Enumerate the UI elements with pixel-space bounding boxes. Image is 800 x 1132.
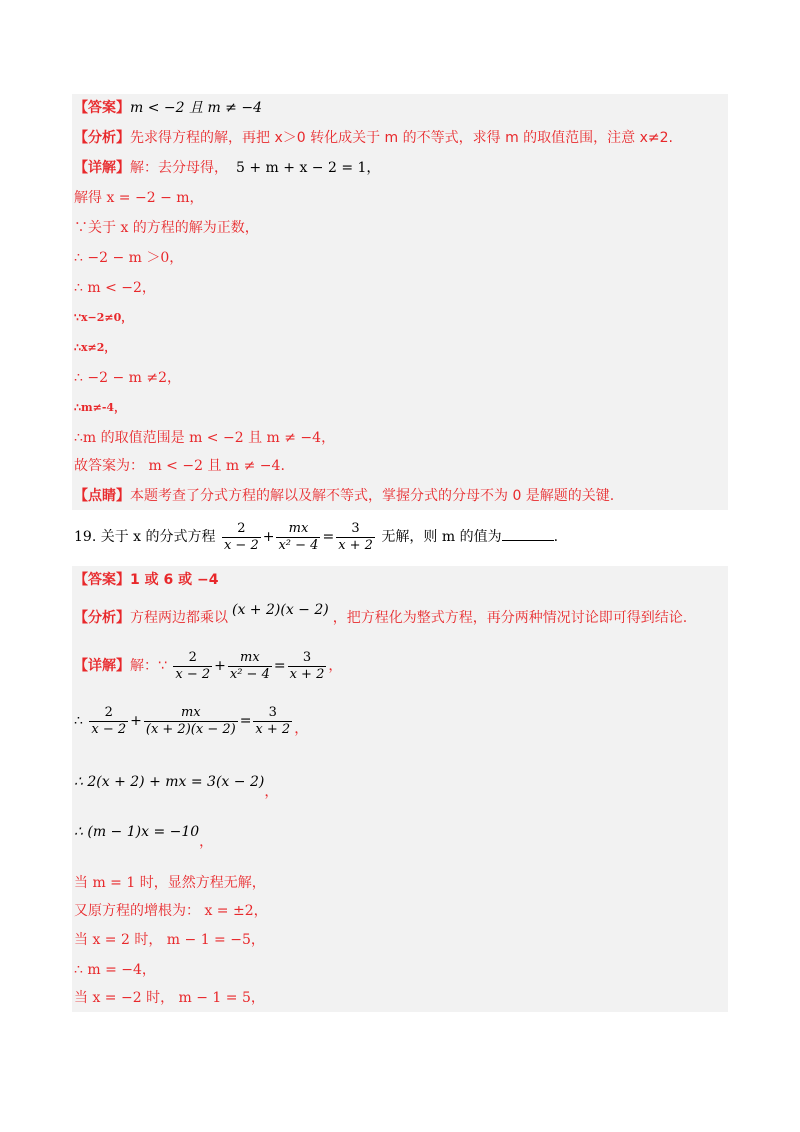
range-line: ∴m 的取值范围是 m < −2 且 m ≠ −4，	[74, 430, 336, 446]
detail-equation: 5 + m + x − 2 = 1，	[236, 160, 381, 176]
case1-line: 当 m = 1 时，显然方程无解，	[74, 875, 266, 891]
analysis-text: 先求得方程的解，再把 x＞0 转化成关于 m 的不等式，求得 m 的取值范围，注意 x≠2.	[130, 130, 673, 146]
q18-analysis-line	[74, 128, 673, 148]
fraction-3-over-x+2: $\frac{3}{x + 2}$	[338, 520, 373, 553]
detail-tag: 【详解】	[74, 658, 130, 674]
roots-line: 又原方程的增根为： x = ±2，	[74, 903, 268, 919]
therefore-m-line: ∴ m < −2，	[74, 280, 156, 296]
answer-blank	[502, 526, 554, 541]
detail-intro: 解：∵	[130, 658, 167, 674]
q19-question: 19. 关于 x 的分式方程 $\frac{2}{x - 2}$ + $\frac{mx}{\text{x² − 4}}$ = $\frac{3}{x + 2}$ 无解，则 m 的值为 .	[74, 520, 559, 553]
answer-text: 1 或 6 或 −4	[130, 572, 219, 588]
q19-analysis-line	[74, 602, 688, 628]
question-number: 19.	[74, 529, 97, 545]
therefore-x-line: ∴x≠2，	[74, 341, 116, 354]
since-ne-line: ∵x−2≠0，	[74, 311, 133, 324]
final-answer-line: 故答案为： m < −2 且 m ≠ −4.	[74, 458, 285, 474]
since-positive-line: ∵关于 x 的方程的解为正数，	[74, 220, 259, 236]
fraction-2-over-x-2: $\frac{2}{x - 2}$	[223, 520, 259, 553]
fraction-mx-over-x2-4: $\frac{mx}{\text{x² − 4}}$	[278, 520, 319, 553]
case-xneg2-line: 当 x = −2 时， m − 1 = 5，	[74, 990, 265, 1006]
q19-answer-line	[74, 570, 218, 590]
step4-line: ∴ (m − 1)x = −10，	[74, 824, 214, 850]
analysis-expression: (x + 2)(x − 2)	[232, 602, 329, 618]
analysis-tag: 【分析】	[74, 610, 130, 626]
comment-text: 本题考查了分式方程的解以及解不等式，掌握分式的分母不为 0 是解题的关键.	[130, 488, 615, 504]
answer-expression: m < −2 且 m ≠ −4	[130, 100, 262, 116]
detail-intro: 解：去分母得，	[130, 160, 228, 176]
analysis-text-after: ，把方程化为整式方程，再分两种情况讨论即可得到结论.	[332, 610, 688, 626]
step3-line: ∴ 2(x + 2) + mx = 3(x − 2)，	[74, 774, 279, 800]
solve-line: 解得 x = −2 − m，	[74, 190, 204, 206]
question-text-after: 无解，则 m 的值为	[381, 529, 502, 545]
detail-tag: 【详解】	[74, 160, 130, 176]
question-text-before: 关于 x 的分式方程	[100, 529, 216, 545]
step2-line: ∴ $\frac{2}{x - 2}$ + $\frac{mx}{(x + 2)(x - 2)}$ = $\frac{3}{x + 2}$ ，	[74, 704, 309, 737]
q18-detail-line	[74, 158, 380, 178]
analysis-text-before: 方程两边都乘以	[130, 610, 228, 626]
q19-detail-line: 【详解】解：∵ $\frac{2}{x - 2}$ + $\frac{mx}{\text{x² − 4}}$ = $\frac{3}{x + 2}$ ，	[74, 649, 343, 682]
analysis-tag: 【分析】	[74, 130, 130, 146]
therefore-ne2-line: ∴ −2 − m ≠2，	[74, 370, 181, 386]
case-x2-line: 当 x = 2 时， m − 1 = −5，	[74, 932, 265, 948]
comment-line	[74, 486, 614, 506]
q18-answer-line	[74, 98, 262, 118]
answer-tag: 【答案】	[74, 100, 130, 116]
therefore-gt-line: ∴ −2 − m ＞0，	[74, 250, 184, 266]
therefore-m4-line: ∴m≠-4，	[74, 401, 126, 414]
comment-tag: 【点睛】	[74, 488, 130, 504]
m-eq-line: ∴ m = −4，	[74, 962, 156, 978]
answer-tag: 【答案】	[74, 572, 130, 588]
